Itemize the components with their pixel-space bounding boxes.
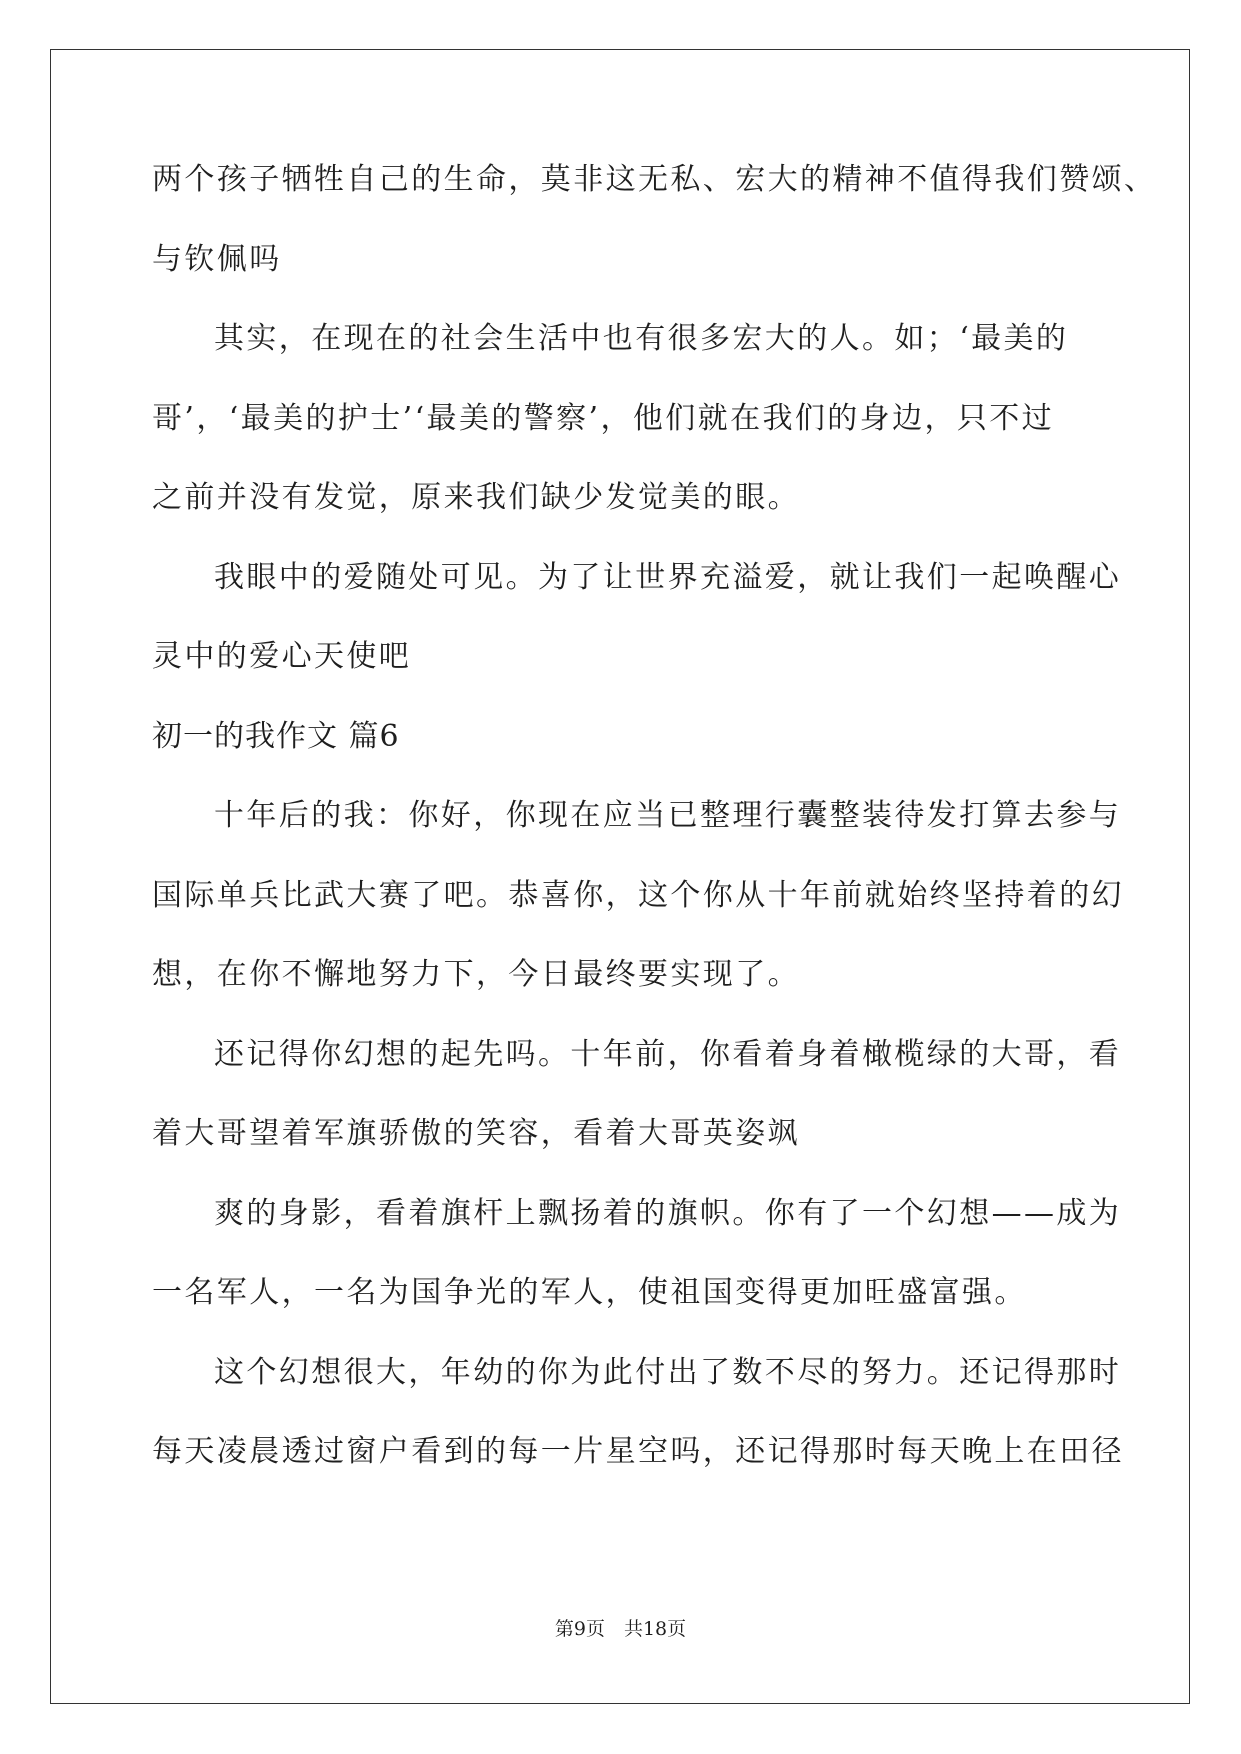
section-heading: 初一的我作文 篇6 xyxy=(152,718,400,754)
text-line: 灵中的爱心天使吧 xyxy=(152,639,412,674)
page-number-footer: 第9页 共18页 xyxy=(554,1618,687,1640)
text-line: 着大哥望着军旗骄傲的笑容，看着大哥英姿飒 xyxy=(152,1116,800,1151)
text-line: 爽的身影，看着旗杆上飘扬着的旗帜。你有了一个幻想——成为 xyxy=(214,1195,1122,1231)
text-line: 一名军人，一名为国争光的军人，使祖国变得更加旺盛富强。 xyxy=(152,1275,1027,1310)
text-line: 国际单兵比武大赛了吧。恭喜你，这个你从十年前就始终坚持着的幻 xyxy=(152,877,1124,913)
text-line: 我眼中的爱随处可见。为了让世界充溢爱，就让我们一起唤醒心 xyxy=(214,559,1122,595)
text-line: 还记得你幻想的起先吗。十年前，你看着身着橄榄绿的大哥，看 xyxy=(214,1036,1122,1072)
text-line: 与钦佩吗 xyxy=(152,241,282,277)
document-body xyxy=(152,160,1157,1512)
text-line: 之前并没有发觉，原来我们缺少发觉美的眼。 xyxy=(152,480,800,515)
text-line: 哥’，‘最美的护士’‘最美的警察’，他们就在我们的身边，只不过 xyxy=(152,400,1055,436)
text-line: 十年后的我：你好，你现在应当已整理行囊整装待发打算去参与 xyxy=(214,798,1122,833)
text-line: 两个孩子牺牲自己的生命，莫非这无私、宏大的精神不值得我们赞颂、 xyxy=(152,162,1157,197)
text-line: 想，在你不懈地努力下，今日最终要实现了。 xyxy=(152,957,800,992)
text-line: 其实，在现在的社会生活中也有很多宏大的人。如；‘最美的 xyxy=(214,321,1069,356)
text-line: 这个幻想很大，年幼的你为此付出了数不尽的努力。还记得那时 xyxy=(214,1354,1122,1390)
text-line: 每天凌晨透过窗户看到的每一片星空吗，还记得那时每天晚上在田径 xyxy=(152,1434,1124,1469)
